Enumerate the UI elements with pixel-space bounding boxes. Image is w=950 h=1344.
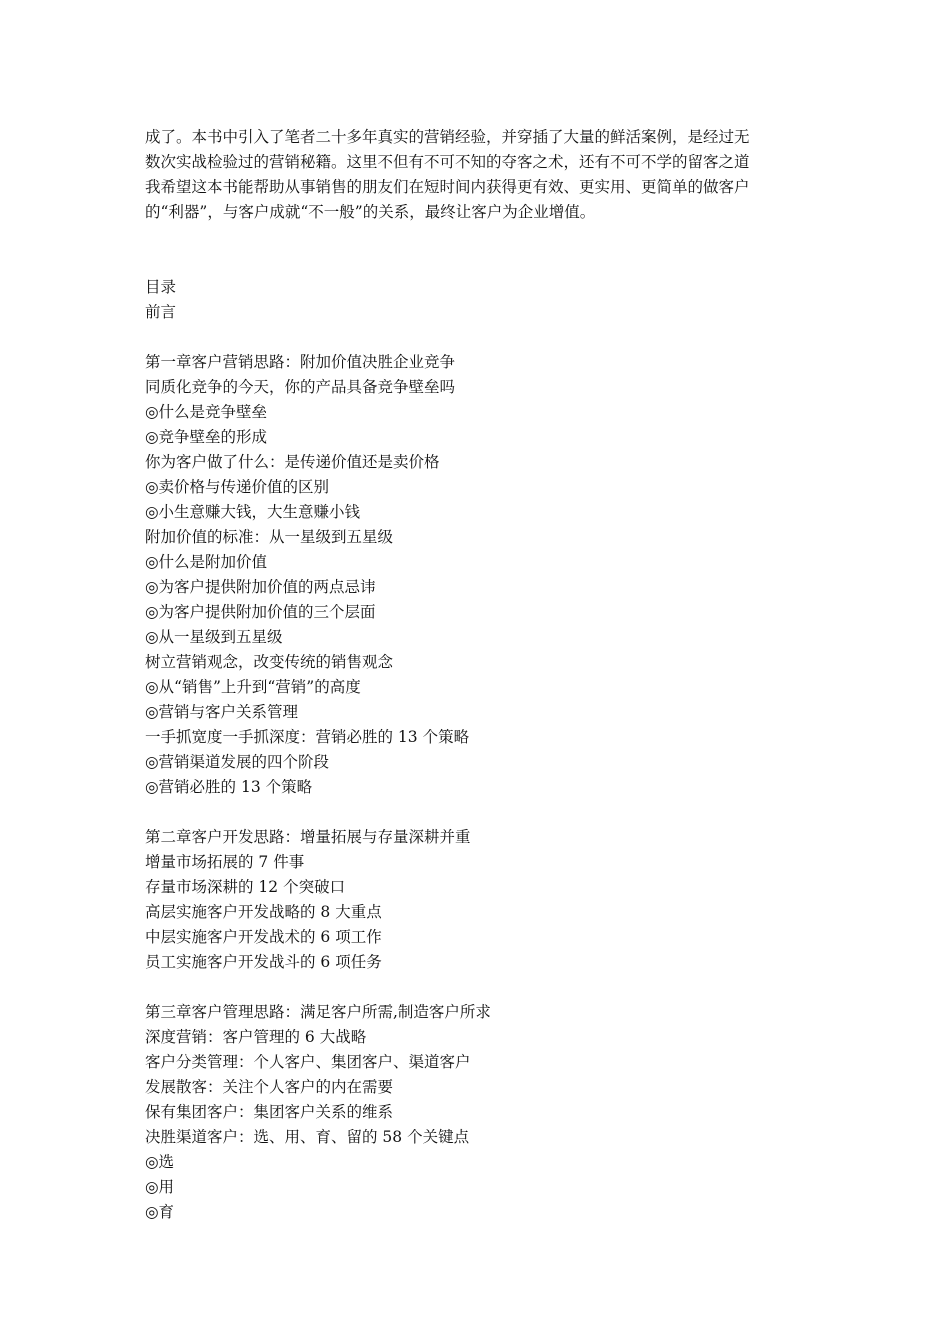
toc-item: ◎从一星级到五星级: [145, 628, 283, 646]
toc-item: ◎小生意赚大钱，大生意赚小钱: [145, 503, 361, 521]
spacer: [145, 975, 810, 1000]
toc-item: 发展散客：关注个人客户的内在需要: [145, 1078, 394, 1096]
toc-item: ◎竞争壁垒的形成: [145, 428, 268, 446]
toc-preface: 前言: [145, 303, 177, 321]
toc-item: 客户分类管理：个人客户、集团客户、渠道客户: [145, 1053, 471, 1071]
toc-item: 树立营销观念，改变传统的销售观念: [145, 653, 394, 671]
toc-item: 同质化竞争的今天，你的产品具备竞争壁垒吗: [145, 378, 456, 396]
spacer: [145, 800, 810, 825]
toc-item: ◎什么是竞争壁垒: [145, 403, 268, 421]
table-of-contents: [145, 275, 810, 1225]
toc-item: ◎育: [145, 1203, 175, 1221]
intro-line: 我希望这本书能帮助从事销售的朋友们在短时间内获得更有效、更实用、更简单的做客户: [145, 178, 750, 196]
chapter-3: [145, 1000, 810, 1225]
toc-item: 中层实施客户开发战术的 6 项工作: [145, 928, 382, 946]
toc-item: ◎选: [145, 1153, 175, 1171]
toc-item: ◎营销与客户关系管理: [145, 703, 299, 721]
toc-item: 一手抓宽度一手抓深度：营销必胜的 13 个策略: [145, 728, 470, 746]
toc-item: ◎为客户提供附加价值的三个层面: [145, 603, 376, 621]
chapter-heading: 第二章客户开发思路：增量拓展与存量深耕并重: [145, 828, 471, 846]
intro-line: 成了。本书中引入了笔者二十多年真实的营销经验，并穿插了大量的鲜活案例，是经过无: [145, 128, 750, 146]
toc-item: 员工实施客户开发战斗的 6 项任务: [145, 953, 382, 971]
chapter-heading: 第三章客户管理思路：满足客户所需,制造客户所求: [145, 1003, 491, 1021]
toc-item: ◎从“销售”上升到“营销”的高度: [145, 678, 361, 696]
intro-paragraph: [145, 125, 810, 225]
toc-title: 目录: [145, 278, 177, 296]
chapter-2: [145, 825, 810, 975]
intro-line: 数次实战检验过的营销秘籍。这里不但有不可不知的夺客之术，还有不可不学的留客之道: [145, 153, 750, 171]
toc-item: 增量市场拓展的 7 件事: [145, 853, 305, 871]
toc-item: 决胜渠道客户：选、用、育、留的 58 个关键点: [145, 1128, 470, 1146]
toc-item: ◎什么是附加价值: [145, 553, 268, 571]
spacer: [145, 325, 810, 350]
document-page: [145, 125, 810, 1225]
toc-item: ◎营销渠道发展的四个阶段: [145, 753, 330, 771]
chapter-heading: 第一章客户营销思路：附加价值决胜企业竞争: [145, 353, 456, 371]
toc-item: ◎卖价格与传递价值的区别: [145, 478, 330, 496]
toc-item: ◎营销必胜的 13 个策略: [145, 778, 313, 796]
toc-item: 深度营销：客户管理的 6 大战略: [145, 1028, 367, 1046]
toc-item: 保有集团客户：集团客户关系的维系: [145, 1103, 394, 1121]
toc-item: ◎为客户提供附加价值的两点忌讳: [145, 578, 376, 596]
toc-item: ◎用: [145, 1178, 175, 1196]
intro-line: 的“利器”，与客户成就“不一般”的关系，最终让客户为企业增值。: [145, 203, 596, 221]
toc-item: 你为客户做了什么：是传递价值还是卖价格: [145, 453, 440, 471]
chapter-1: [145, 350, 810, 800]
toc-item: 附加价值的标准：从一星级到五星级: [145, 528, 394, 546]
toc-item: 存量市场深耕的 12 个突破口: [145, 878, 346, 896]
toc-item: 高层实施客户开发战略的 8 大重点: [145, 903, 382, 921]
